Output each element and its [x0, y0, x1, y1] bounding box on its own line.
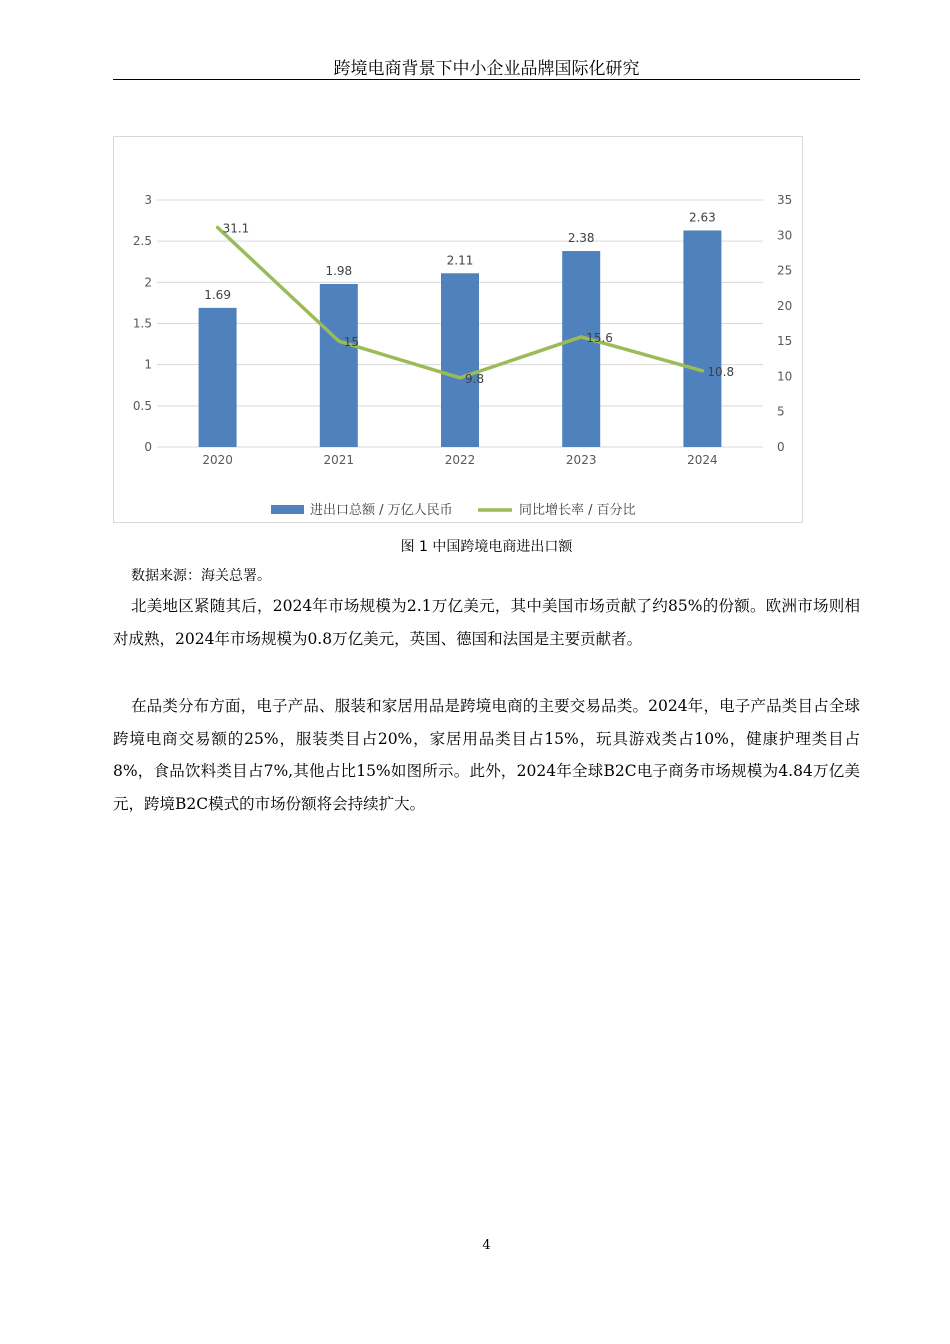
bar-2020: [199, 308, 237, 447]
y-left-tick-label: 1: [144, 357, 152, 372]
combo-chart: [114, 137, 802, 522]
y-left-tick-label: 2.5: [132, 234, 152, 249]
line-point-2021: [337, 340, 340, 343]
figure-source: 数据来源：海关总署。: [131, 568, 271, 584]
bar-2021: [320, 284, 358, 447]
legend-label-bar: 进出口总额 / 万亿人民币: [310, 503, 453, 518]
y-right-tick-label: 35: [777, 193, 793, 207]
figure-caption: 图 1 中国跨境电商进出口额: [400, 539, 573, 555]
y-right-tick-label: 10: [777, 369, 793, 384]
running-header: 跨境电商背景下中小企业品牌国际化研究: [333, 59, 640, 79]
bar-2022: [441, 273, 479, 447]
legend-swatch-bar: [271, 505, 304, 514]
y-right-tick-label: 20: [777, 298, 793, 313]
y-left-tick-label: 0: [144, 440, 152, 454]
line-data-label: 15.6: [586, 330, 613, 345]
page-number: 4: [482, 1238, 491, 1253]
bar-2024: [683, 230, 721, 447]
x-tick-label: 2023: [565, 453, 597, 467]
y-left-tick-label: 2: [144, 275, 152, 290]
bar-2023: [562, 251, 600, 447]
bar-data-label: 2.11: [446, 253, 474, 268]
bar-data-label: 2.63: [689, 210, 716, 225]
line-data-label: 31.1: [222, 221, 250, 236]
line-point-2023: [580, 335, 583, 338]
line-point-2020: [216, 226, 219, 229]
y-right-tick-label: 0: [777, 440, 785, 454]
line-data-label: 9.8: [465, 371, 485, 386]
x-tick-label: 2021: [323, 453, 355, 467]
x-tick-label: 2024: [687, 453, 718, 467]
body-paragraph: 北美地区紧随其后，2024年市场规模为2.1万亿美元，其中美国市场贡献了约85%的份额。欧洲市场则相对成熟，2024年市场规模为0.8万亿美元，英国、德国和法国是主要贡献者。: [113, 597, 860, 648]
line-point-2022: [459, 376, 462, 379]
bar-data-label: 1.98: [325, 263, 353, 278]
y-left-tick-label: 1.5: [132, 316, 152, 331]
legend-label-line: 同比增长率 / 百分比: [519, 503, 636, 518]
body-paragraph: 在品类分布方面，电子产品、服装和家居用品是跨境电商的主要交易品类。2024年，电子产品类目占全球跨境电商交易额的25%，服装类目占20%，家居用品类目占15%，玩具游戏类占10%，健康护理类目占8%，食品饮料类目占7%,其他占比15%如图所示。此外，2024年全球B2C电子商务市场规模为4.84万亿美元，跨境B2C模式的市场份额将会持续扩大。: [113, 697, 860, 813]
line-data-label: 10.8: [707, 364, 735, 379]
y-right-tick-label: 5: [777, 404, 785, 419]
header-rule: [113, 79, 860, 80]
y-right-tick-label: 15: [777, 334, 793, 349]
y-left-tick-label: 3: [144, 193, 152, 207]
chart-frame: [113, 136, 803, 523]
legend-layer: [271, 502, 636, 518]
y-right-tick-label: 25: [777, 263, 793, 278]
bar-data-label: 1.69: [204, 287, 231, 302]
bar-data-label: 2.38: [567, 231, 595, 246]
line-data-label: 15: [343, 335, 360, 350]
y-right-tick-label: 30: [777, 228, 793, 243]
y-left-tick-label: 0.5: [132, 398, 152, 413]
line-point-2024: [701, 369, 704, 372]
x-tick-label: 2022: [444, 453, 476, 467]
x-tick-label: 2020: [202, 453, 233, 467]
